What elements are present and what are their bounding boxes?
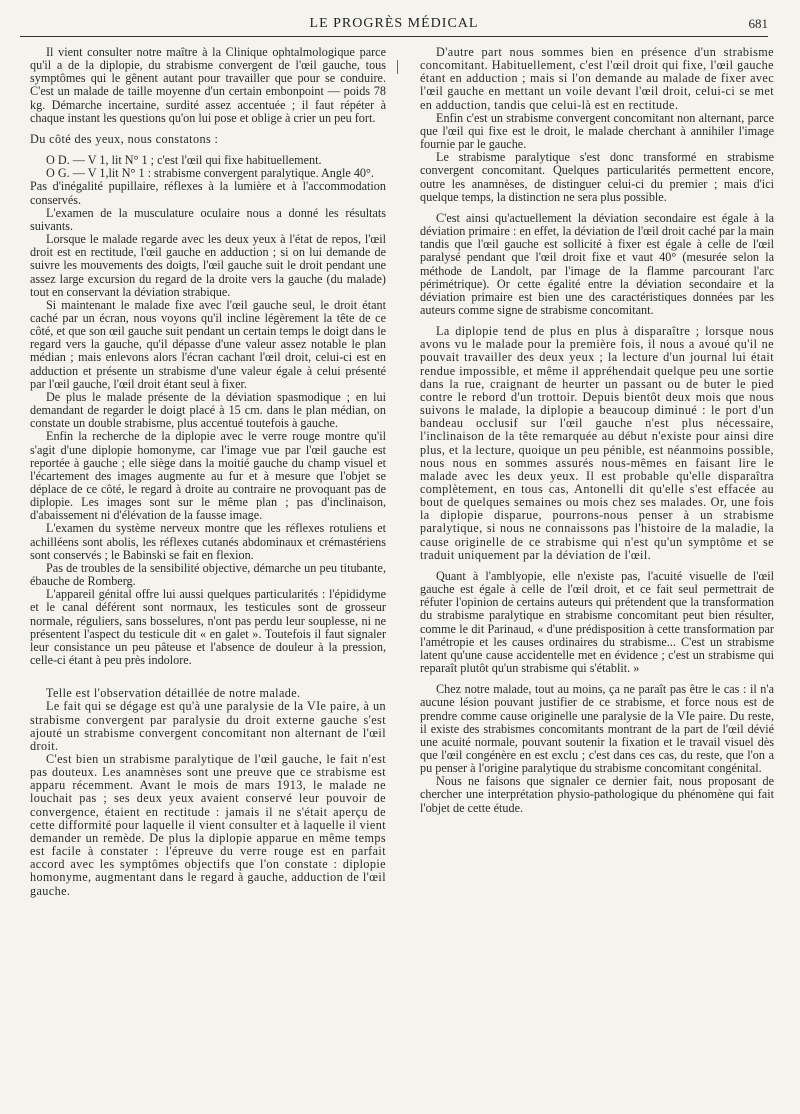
right-column: [420, 46, 774, 815]
paragraph: Enfin c'est un strabisme convergent concomitant non alternant, parce que l'œil qui fixe est le droit, le malade cherchant à annihiler l'image fournie par le gauche.: [420, 110, 774, 152]
journal-title: LE PROGRÈS MÉDICAL: [309, 16, 479, 31]
paragraph: Si maintenant le malade fixe avec l'œil gauche seul, le droit étant caché par un écran, nous voyons qu'il incline légèrement la tête de ce côté, et que son œil gauche suit pendant un certain temps le doigt dans le regard vers la gauche, qu'il dépasse d'une valeur assez notable le plan médian ; mais enlevons alors l'écran cachant l'œil droit, celui-ci est en adduction et présente un strabisme d'une valeur égale à celui présenté par l'œil gauche, l'œil droit étant seul à fixer.: [30, 297, 386, 391]
paragraph: C'est bien un strabisme paralytique de l'œil gauche, le fait n'est pas douteux. Les anamnèses sont une preuve que ce strabisme est apparu récemment. Avant le mois de mars 1913, le malade ne louchait pas ; ses deux yeux avaient conservé leur pouvoir de convergence, étaient en rectitude : jamais il ne s'était aperçu de cette difformité pour laquelle il vient consulter et à laquelle il vient demander un remède. De plus la diplopie apparue en même temps est facile à constater : l'épreuve du verre rouge est en parfait accord avec les symptômes objectifs que l'on constate : diplopie homonyme, augmentant dans le regard à gauche, adduction de l'œil gauche.: [30, 751, 386, 898]
paragraph: Lorsque le malade regarde avec les deux yeux à l'état de repos, l'œil droit est en rectitude, l'œil gauche en adduction ; si on lui demande de suivre les mouvements des doigts, l'œil gauche suit le droit pendant une assez large excursion du regard de la droite vers la gauche (du malade) tout en conservant la déviation strabique.: [30, 232, 386, 299]
page-number: 681: [748, 16, 768, 31]
paragraph: C'est ainsi qu'actuellement la déviation secondaire est égale à la déviation primaire : en effet, la déviation de l'œil droit caché par la main tandis que l'œil gauche est sollicité à fixer est égale à celle de l'œil paralysé pendant que l'œil droit fixe et vaut 40° (mesurée selon la méthode de Landolt, par l'image de la flamme parcourant l'arc périmétrique). Or cette égalité entre la déviation secondaire et la déviation primaire est bien une des caractéristiques données par les auteurs comme signe de strabisme concomitant.: [420, 210, 774, 317]
paragraph: De plus le malade présente de la déviation spasmodique ; en lui demandant de regarder le doigt placé à 15 cm. dans le plan médian, on constate un double strabisme, plus accentué toutefois à gauche.: [30, 389, 386, 431]
paragraph: La diplopie tend de plus en plus à disparaître ; lorsque nous avons vu le malade pour la première fois, il nous a avoué qu'il ne pouvait travailler des deux yeux ; la lecture d'un journal lui était rendue impossible, et même il appréhendait quelque peu une sortie dans la rue, craignant de heurter un passant ou de buter le pied contre le rebord d'un trottoir. Depuis bientôt deux mois que nous suivons le malade, la diplopie a beaucoup diminué : le port d'un bandeau occlusif sur l'œil gauche n'est plus nécessaire, l'inclinaison de la tête remarquée au début n'existe pour ainsi dire plus, et la lecture, quoique un peu pénible, est néanmoins possible, nous nous en sommes assurés nous-mêmes en faisant lire le malade avec les deux yeux. Il est probable qu'elle disparaîtra complètement, en tous cas, Antonelli dit qu'elle s'est effacée au bout de quelques semaines ou mois chez ses malades. Or, une fois la diplopie disparue, pourrons-nous penser à un strabisme paralytique, si nous ne connaissons pas l'histoire de la maladie, la cause originelle de ce strabisme qui n'est qu'un symptôme et se traduit uniquement par la déviation de l'œil.: [420, 324, 774, 562]
paragraph: D'autre part nous sommes bien en présence d'un strabisme concomitant. Habituellement, c'est l'œil droit qui fixe, l'œil gauche étant en adduction ; mais si l'on demande au malade de fixer avec l'œil gauche en mettant un voile devant l'œil droit, celui-ci se met en adduction, tandis que celui-là est en rectitude.: [420, 45, 774, 112]
paragraph: Quant à l'amblyopie, elle n'existe pas, l'acuité visuelle de l'œil gauche est égale à celle de l'œil droit, et ce fait seul permettrait de réfuter l'opinion de certains auteurs qui prétendent que la transformation du strabisme paralytique en strabisme concomitant peut bien résulter, comme le dit Parinaud, « d'une prédisposition à cette transformation par l'amétropie et les causes ordinaires du strabisme... C'est un strabisme latent qu'une cause accidentelle met en évidence ; c'est un strabisme qui reparaît plutôt qu'un strabisme qui s'établit. »: [420, 568, 774, 676]
paragraph: Pas de troubles de la sensibilité objective, démarche un peu titubante, ébauche de Romberg.: [30, 560, 386, 589]
paragraph: O G. — V 1,lit N° 1 : strabisme convergent paralytique. Angle 40°.: [46, 166, 374, 181]
paragraph: L'examen de la musculature oculaire nous a donné les résultats suivants.: [30, 205, 386, 233]
paragraph: Nous ne faisons que signaler ce dernier fait, nous proposant de chercher une interprétation physio-pathologique du phénomène qui fait l'objet de cette étude.: [420, 774, 774, 815]
paragraph: Pas d'inégalité pupillaire, réflexes à la lumière et à l'accommodation conservés.: [30, 179, 386, 207]
paragraph: Le fait qui se dégage est qu'à une paralysie de la VIe paire, à un strabisme convergent par paralysie du droit externe gauche s'est ajouté un strabisme convergent concomitant non alternant de l'œil droit.: [30, 699, 386, 753]
paragraph: L'appareil génital offre lui aussi quelques particularités : l'épididyme et le canal déférent sont normaux, les testicules sont de grosseur normale, réguliers, sans bosselures, n'ont pas perdu leur souplesse, ni ne présentent l'aspect du testicule dit « en galet ». Toutefois il faut signaler leur consistance un peu pâteuse et l'absence de douleur à la pression, celle-ci étant à peu près indolore.: [30, 587, 386, 668]
paragraph: L'examen du système nerveux montre que les réflexes rotuliens et achilléens sont abolis, les réflexes cutanés abdominaux et crémastériens sont conservés ; le Babinski se fait en flexion.: [30, 521, 386, 562]
paragraph: Chez notre malade, tout au moins, ça ne paraît pas être le cas : il n'a aucune lésion pouvant justifier de ce strabisme, et force nous est de prendre comme cause originelle une paralysie de la VIe paire. Du reste, il existe des strabismes concomitants montrant de la part de l'œil dévié une acuité normale, pouvant soutenir la fixation et le travail visuel dès que l'œil congénère en est exclu ; c'est dans ces cas, du reste, que l'on a pu penser à l'origine paralytique du strabisme concomitant congénital.: [420, 682, 774, 776]
paragraph: Il vient consulter notre maître à la Clinique ophtalmologique parce qu'il a de la diplopie, du strabisme convergent de l'œil gauche, tous symptômes qui le gênent autant pour travailler que pour se conduire. C'est un malade de taille moyenne d'un certain embonpoint — poids 78 kg. Démarche incertaine, surdité assez accentuée ; il faut répéter à chaque instant les questions qu'on lui pose et oblige à crier un peu fort.: [30, 45, 386, 125]
paragraph: Enfin la recherche de la diplopie avec le verre rouge montre qu'il s'agit d'une diplopie homonyme, car l'image vue par l'œil gauche est reportée à gauche ; elle siège dans la moitié gauche du champ visuel et l'écartement des images augmente au fur et à mesure que l'objet se déplace de ce côté, le regard à droite au contraire ne provoquant pas de diplopie. Les images sont sur le même plan ; pas d'inclinaison, d'abaissement ni d'élévation de la fausse image.: [30, 429, 386, 523]
running-header: [20, 10, 768, 37]
left-column: [30, 46, 386, 898]
paragraph: Telle est l'observation détaillée de notre malade.: [46, 686, 301, 701]
column-divider-mark: [397, 60, 398, 74]
paragraph: Le strabisme paralytique s'est donc transformé en strabisme convergent concomitant. Quelques particularités permettent encore, outre les anamnèses, de distinguer celui-ci du premier ; mais d'ici quelque temps, la distinction ne sera plus possible.: [420, 150, 774, 204]
paragraph: O D. — V 1, lit N° 1 ; c'est l'œil qui fixe habituellement.: [46, 153, 322, 168]
paragraph: Du côté des yeux, nous constatons :: [30, 131, 219, 146]
